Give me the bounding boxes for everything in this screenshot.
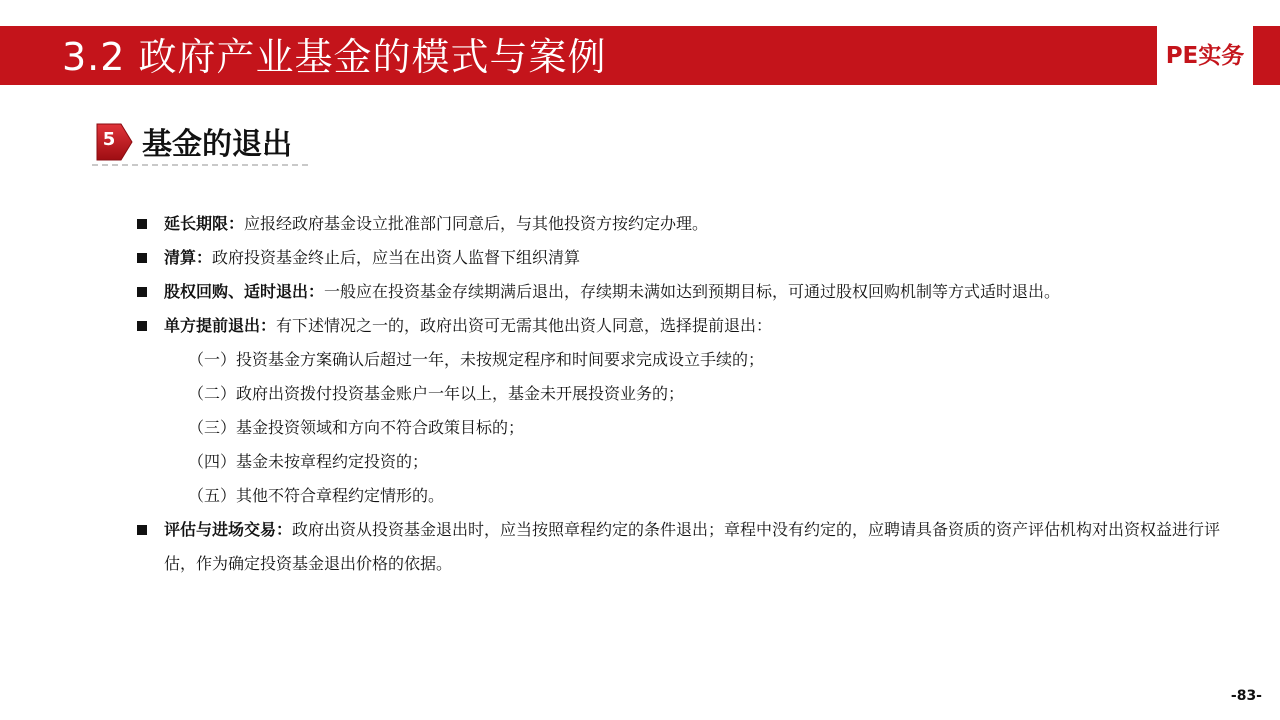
section-title-underline	[92, 164, 308, 166]
slide-title: 3.2 政府产业基金的模式与案例	[62, 35, 607, 79]
sub-list-item: （四）基金未按章程约定投资的；	[188, 452, 429, 471]
bullet-text: 政府出资从投资基金退出时，应当按照章程约定的条件退出；章程中没有约定的，应聘请具备资质的资产评估机构对出资权益进行评估，作为确定投资基金退出价格的依据。	[164, 520, 1221, 573]
bullet-label: 股权回购、适时退出：	[164, 282, 325, 301]
list-item	[134, 207, 1234, 241]
sub-list-item: （二）政府出资拨付投资基金账户一年以上，基金未开展投资业务的；	[188, 384, 685, 403]
bullet-text: 政府投资基金终止后，应当在出资人监督下组织清算	[212, 248, 581, 267]
brand-logo-text: PE实务	[1165, 43, 1245, 69]
square-bullet-icon	[137, 321, 147, 331]
bullet-label: 评估与进场交易：	[164, 520, 293, 539]
bullet-text: 有下述情况之一的，政府出资可无需其他出资人同意，选择提前退出：	[276, 316, 773, 335]
bullet-label: 清算：	[164, 248, 213, 267]
square-bullet-icon	[137, 287, 147, 297]
sub-list-item: （五）其他不符合章程约定情形的。	[188, 486, 445, 505]
list-item	[134, 241, 1234, 275]
bullet-text: 应报经政府基金设立批准部门同意后，与其他投资方按约定办理。	[244, 214, 709, 233]
square-bullet-icon	[137, 253, 147, 263]
bullet-text: 一般应在投资基金存续期满后退出，存续期未满如达到预期目标，可通过股权回购机制等方式适时退出。	[324, 282, 1061, 301]
sub-list-item: （一）投资基金方案确认后超过一年，未按规定程序和时间要求完成设立手续的；	[188, 350, 765, 369]
bullet-label: 延长期限：	[164, 214, 245, 233]
page-number: -83-	[1230, 688, 1262, 704]
list-item	[134, 275, 1234, 309]
section-title: 基金的退出	[142, 127, 292, 162]
content-list	[134, 207, 1234, 581]
sub-list-item: （三）基金投资领域和方向不符合政策目标的；	[188, 418, 525, 437]
section-number: 5	[102, 129, 116, 150]
bullet-label: 单方提前退出：	[164, 316, 277, 335]
square-bullet-icon	[137, 525, 147, 535]
square-bullet-icon	[137, 219, 147, 229]
list-item	[134, 513, 1224, 581]
list-item	[134, 309, 1234, 343]
